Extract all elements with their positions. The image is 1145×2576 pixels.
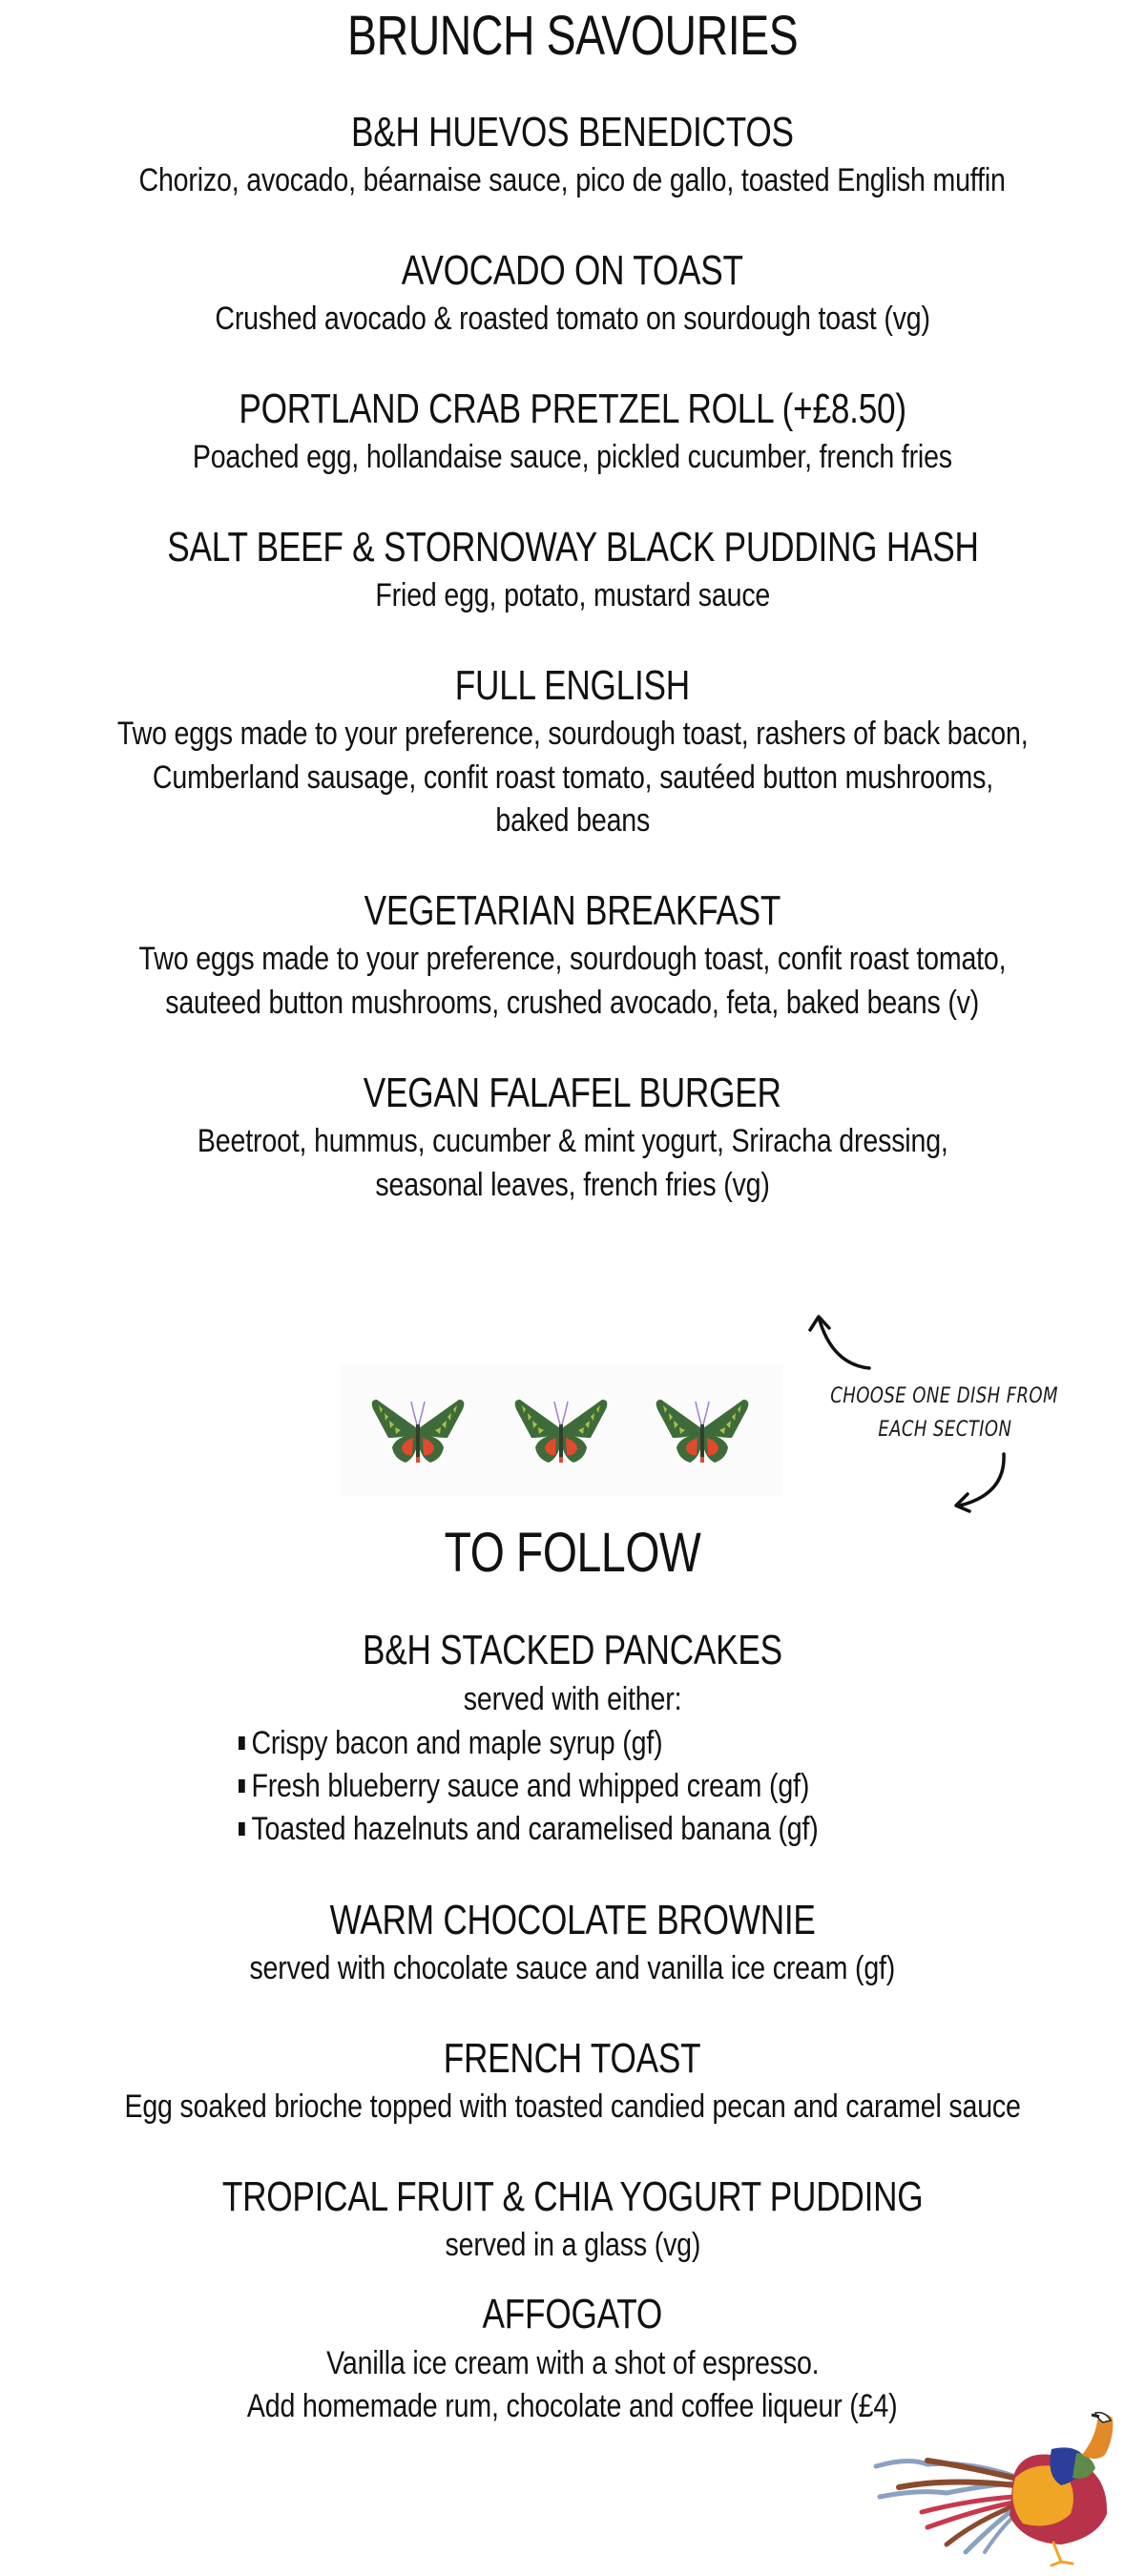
choose-one-annotation: CHOOSE ONE DISH FROM <box>830 1384 1059 1408</box>
dish-description: Two eggs made to your preference, sourdough toast, rashers of back bacon, <box>116 716 1029 752</box>
dish-description: Vanilla ice cream with a shot of espresso. <box>325 2345 820 2381</box>
dish-name: FRENCH TOAST <box>444 2035 701 2082</box>
dish-description: Poached egg, hollandaise sauce, pickled cucumber, french fries <box>192 439 953 475</box>
dish-description: Add homemade rum, chocolate and coffee liqueur (£4) <box>247 2388 898 2424</box>
dish-name: FULL ENGLISH <box>454 662 691 709</box>
dish-description: Fried egg, potato, mustard sauce <box>375 577 770 613</box>
dish-description: served with either: <box>463 1681 682 1717</box>
dish-name: AFFOGATO <box>482 2291 663 2337</box>
dish-description: served with chocolate sauce and vanilla ice cream (gf) <box>249 1950 896 1986</box>
dish-description: sauteed button mushrooms, crushed avocado, feta, baked beans (v) <box>165 985 980 1021</box>
pancake-option: Toasted hazelnuts and caramelised banana (gf) <box>239 1811 928 1848</box>
dish-description: Cumberland sausage, confit roast tomato, sautéed button mushrooms, <box>152 759 993 796</box>
dish-name: WARM CHOCOLATE BROWNIE <box>329 1897 816 1943</box>
dish-name: B&H STACKED PANCAKES <box>363 1627 782 1673</box>
dish-description: Crushed avocado & roasted tomato on sourdough toast (vg) <box>215 301 930 337</box>
butterfly-icon <box>652 1396 753 1466</box>
dish-name: PORTLAND CRAB PRETZEL ROLL (+£8.50) <box>239 385 906 432</box>
dish-description: baked beans <box>495 802 650 839</box>
dish-name: VEGAN FALAFEL BURGER <box>364 1070 781 1116</box>
dish-name: VEGETARIAN BREAKFAST <box>364 887 781 934</box>
choose-one-annotation: EACH SECTION <box>877 1418 1012 1442</box>
dish-description: Two eggs made to your preference, sourdough toast, confit roast tomato, <box>138 941 1007 977</box>
butterfly-icon <box>367 1396 468 1466</box>
dish-description: Beetroot, hummus, cucumber & mint yogurt, Sriracha dressing, <box>197 1123 948 1159</box>
pancake-option: Crispy bacon and maple syrup (gf) <box>239 1725 743 1762</box>
dish-description: served in a glass (vg) <box>445 2227 700 2263</box>
section-title-to-follow: TO FOLLOW <box>444 1522 701 1584</box>
section-title-savouries: BRUNCH SAVOURIES <box>346 5 799 67</box>
dish-name: SALT BEEF & STORNOWAY BLACK PUDDING HASH <box>166 524 979 571</box>
bullet-icon <box>239 1822 245 1836</box>
pancake-option: Fresh blueberry sauce and whipped cream (gf) <box>239 1768 918 1805</box>
dish-description: Egg soaked brioche topped with toasted candied pecan and caramel sauce <box>124 2088 1021 2125</box>
bullet-icon <box>239 1779 245 1793</box>
dish-name: AVOCADO ON TOAST <box>401 247 743 294</box>
butterfly-divider <box>341 1364 783 1496</box>
pheasant-illustration <box>870 2409 1116 2566</box>
dish-name: TROPICAL FRUIT & CHIA YOGURT PUDDING <box>221 2173 924 2220</box>
dish-description: Chorizo, avocado, béarnaise sauce, pico de gallo, toasted English muffin <box>138 162 1007 198</box>
arrow-down-left-icon <box>947 1448 1015 1515</box>
dish-name: B&H HUEVOS BENEDICTOS <box>351 109 794 156</box>
dish-description: seasonal leaves, french fries (vg) <box>375 1167 770 1203</box>
arrow-up-left-icon <box>806 1309 883 1376</box>
bullet-icon <box>239 1736 245 1750</box>
butterfly-icon <box>510 1396 612 1466</box>
